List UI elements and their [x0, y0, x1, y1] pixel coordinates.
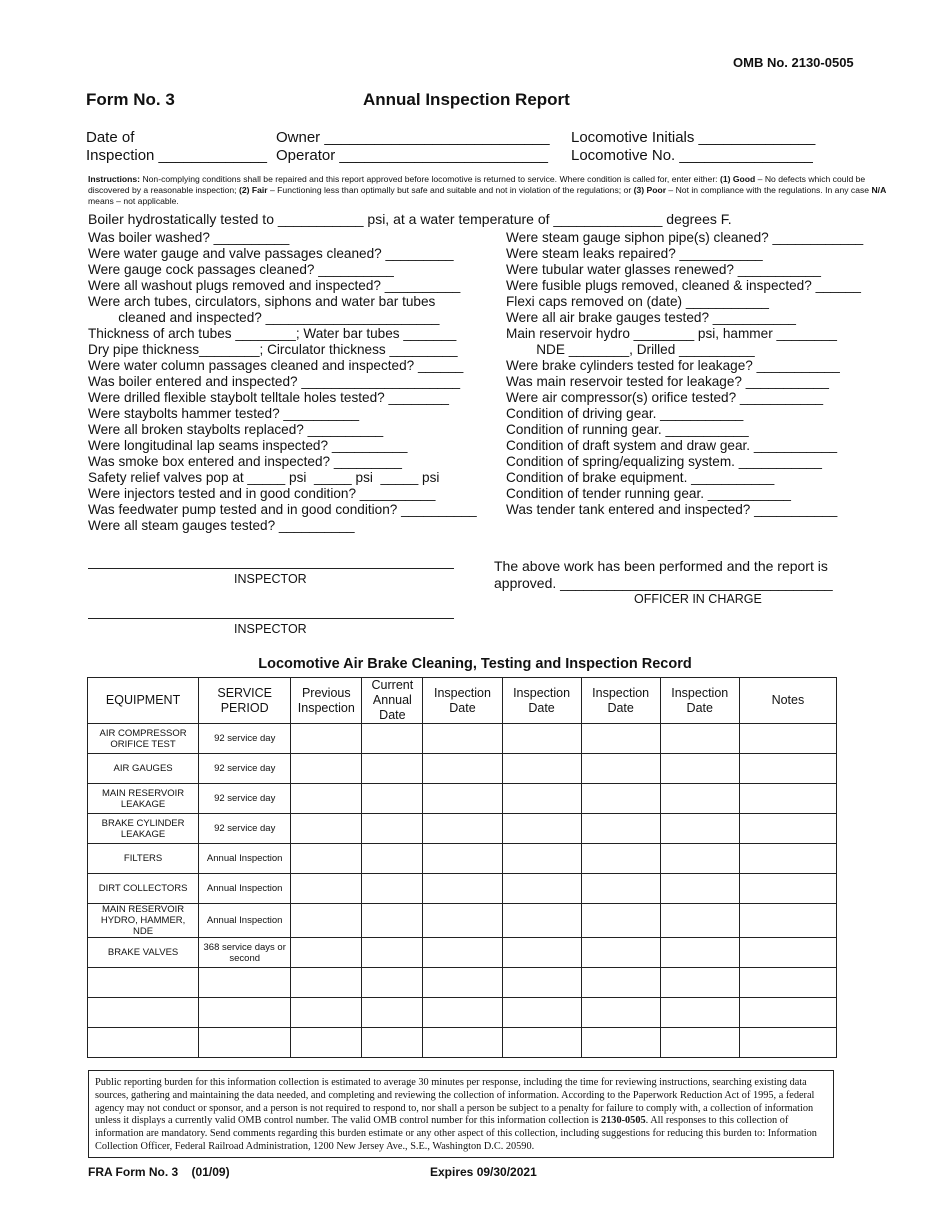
- checklist-item[interactable]: Were fusible plugs removed, cleaned & inspected? ______: [506, 278, 861, 293]
- date-cell[interactable]: [291, 754, 362, 784]
- table-row: [88, 724, 837, 754]
- date-cell[interactable]: [660, 844, 739, 874]
- checklist-item[interactable]: Was tender tank entered and inspected? ___________: [506, 502, 838, 517]
- equipment-cell: DIRT COLLECTORS: [88, 874, 199, 904]
- date-cell[interactable]: [660, 814, 739, 844]
- service-period-cell: Annual Inspection: [199, 874, 291, 904]
- checklist-item[interactable]: Were all air brake gauges tested? ___________: [506, 310, 796, 325]
- date-cell[interactable]: [362, 998, 423, 1028]
- checklist-item[interactable]: Was boiler washed? __________: [88, 230, 290, 245]
- burden-text-1: Public reporting burden for this information collection is estimated to average 30 minutes per response, including the time for reviewing instructions, searching existing data sources, gathering and maintaining the data needed, and completing and reviewing the collection of information. According to the Paperwork Reduction Act of 1995, a federal agency may not conduct or sponsor, and a person is not required to respond to, nor shall a person be subject to a penalty for failure to comply with, a collection of information unless it displays a currently valid OMB control number. The valid OMB control number for this information collection is: [95, 1077, 815, 1127]
- date-cell[interactable]: [502, 784, 581, 814]
- table-row: [88, 844, 837, 874]
- date-cell[interactable]: [581, 1028, 660, 1058]
- record-title: Locomotive Air Brake Cleaning, Testing and Inspection Record: [258, 656, 692, 672]
- table-row: [88, 784, 837, 814]
- date-cell[interactable]: [660, 998, 739, 1028]
- burden-statement: [88, 1070, 834, 1158]
- date-cell[interactable]: [660, 784, 739, 814]
- equipment-cell: BRAKE CYLINDER LEAKAGE: [88, 814, 199, 844]
- table-row: [88, 998, 837, 1028]
- date-cell[interactable]: [291, 938, 362, 968]
- instructions-label: Instructions:: [88, 174, 141, 184]
- instructions-text: Non-complying conditions shall be repaired and this report approved before locomotive is returned to service. Where condition is called for, enter either:: [142, 174, 720, 184]
- poor-text: – Not in compliance with the regulations. In any case: [666, 185, 872, 195]
- date-cell[interactable]: [362, 904, 423, 938]
- page-title: Annual Inspection Report: [363, 90, 570, 109]
- inspector-signature-line-1[interactable]: [88, 568, 454, 569]
- approval-statement: The above work has been performed and the report is: [494, 558, 828, 574]
- checklist-item[interactable]: Was main reservoir tested for leakage? ___________: [506, 374, 829, 389]
- checklist-item[interactable]: Were water gauge and valve passages cleaned? _________: [88, 246, 454, 261]
- checklist-item[interactable]: Were all broken staybolts replaced? __________: [88, 422, 384, 437]
- equipment-cell: [88, 998, 199, 1028]
- column-header: SERVICE PERIOD: [199, 678, 291, 724]
- checklist-item[interactable]: Safety relief valves pop at _____ psi _____ psi _____ psi: [88, 470, 440, 485]
- notes-cell[interactable]: [739, 754, 836, 784]
- service-period-cell: Annual Inspection: [199, 844, 291, 874]
- poor-label: (3) Poor: [633, 185, 667, 195]
- equipment-cell: BRAKE VALVES: [88, 938, 199, 968]
- date-cell[interactable]: [362, 754, 423, 784]
- fair-text: – Functioning less than optimally but safe and suitable and not in violation of the regulations; or: [267, 185, 634, 195]
- checklist-item[interactable]: Were water column passages cleaned and inspected? ______: [88, 358, 464, 373]
- date-cell[interactable]: [502, 938, 581, 968]
- owner-field[interactable]: Owner ___________________________: [276, 129, 550, 146]
- date-cell[interactable]: [291, 998, 362, 1028]
- inspection-date-field[interactable]: Inspection _____________: [86, 147, 267, 164]
- inspector-label-1: INSPECTOR: [234, 572, 307, 586]
- date-cell[interactable]: [502, 998, 581, 1028]
- date-cell[interactable]: [581, 814, 660, 844]
- checklist-item[interactable]: NDE ________, Drilled __________: [506, 342, 755, 357]
- right-checklist: [506, 230, 863, 518]
- date-cell[interactable]: [362, 814, 423, 844]
- column-header: Inspection Date: [423, 678, 502, 724]
- notes-cell[interactable]: [739, 998, 836, 1028]
- approval-signature-field[interactable]: approved. ___________________________________: [494, 575, 833, 591]
- date-cell[interactable]: [362, 724, 423, 754]
- checklist-item[interactable]: Were gauge cock passages cleaned? __________: [88, 262, 394, 277]
- checklist-item[interactable]: Were tubular water glasses renewed? ___________: [506, 262, 821, 277]
- inspector-signature-line-2[interactable]: [88, 618, 454, 619]
- service-period-cell: 92 service day: [199, 754, 291, 784]
- checklist-item[interactable]: Thickness of arch tubes ________; Water bar tubes _______: [88, 326, 457, 341]
- date-cell[interactable]: [423, 724, 502, 754]
- date-cell[interactable]: [291, 724, 362, 754]
- date-cell[interactable]: [502, 844, 581, 874]
- date-cell[interactable]: [291, 904, 362, 938]
- date-cell[interactable]: [291, 1028, 362, 1058]
- date-cell[interactable]: [660, 938, 739, 968]
- checklist-item[interactable]: Condition of running gear. ___________: [506, 422, 749, 437]
- date-cell[interactable]: [502, 874, 581, 904]
- date-cell[interactable]: [660, 874, 739, 904]
- checklist-item[interactable]: Condition of spring/equalizing system. ___________: [506, 454, 822, 469]
- equipment-cell: [88, 968, 199, 998]
- date-cell[interactable]: [423, 814, 502, 844]
- notes-cell[interactable]: [739, 814, 836, 844]
- burden-text-2: . All responses to this collection of information are mandatory. Send comments regarding this burden estimate or any other aspect of this collection, including suggestions for reducing this burden to: Information Collection Officer, Federal Railroad Administration, 1200 New Jersey Ave., S.E., Washington D.C. 20590.: [95, 1115, 817, 1152]
- table-row: [88, 938, 837, 968]
- column-header: Inspection Date: [660, 678, 739, 724]
- date-cell[interactable]: [502, 814, 581, 844]
- air-brake-record-table: [87, 677, 837, 1058]
- date-cell[interactable]: [581, 938, 660, 968]
- date-cell[interactable]: [423, 874, 502, 904]
- equipment-cell: FILTERS: [88, 844, 199, 874]
- checklist-item[interactable]: Flexi caps removed on (date) ___________: [506, 294, 769, 309]
- boiler-hydro-test-line[interactable]: Boiler hydrostatically tested to ___________ psi, at a water temperature of ______________ degrees F.: [88, 211, 732, 227]
- column-header: Inspection Date: [581, 678, 660, 724]
- service-period-cell: 92 service day: [199, 784, 291, 814]
- fair-label: (2) Fair: [238, 185, 268, 195]
- column-header: EQUIPMENT: [88, 678, 199, 724]
- table-header-row: [88, 678, 837, 724]
- checklist-item[interactable]: Condition of tender running gear. ___________: [506, 486, 791, 501]
- notes-cell[interactable]: [739, 724, 836, 754]
- checklist-item: Were arch tubes, circulators, siphons and water bar tubes: [88, 294, 436, 309]
- footer-form-number: FRA Form No. 3 (01/09): [88, 1165, 230, 1179]
- date-cell[interactable]: [423, 784, 502, 814]
- good-label: (1) Good: [719, 174, 756, 184]
- date-cell[interactable]: [362, 938, 423, 968]
- checklist-item[interactable]: Was smoke box entered and inspected? _________: [88, 454, 402, 469]
- date-cell[interactable]: [660, 754, 739, 784]
- notes-cell[interactable]: [739, 844, 836, 874]
- date-cell[interactable]: [291, 814, 362, 844]
- date-cell[interactable]: [423, 968, 502, 998]
- date-cell[interactable]: [581, 998, 660, 1028]
- date-cell[interactable]: [502, 968, 581, 998]
- checklist-item[interactable]: Condition of brake equipment. ___________: [506, 470, 775, 485]
- date-cell[interactable]: [581, 968, 660, 998]
- date-cell[interactable]: [291, 874, 362, 904]
- checklist-item[interactable]: Was feedwater pump tested and in good condition? __________: [88, 502, 477, 517]
- locomotive-number-field[interactable]: Locomotive No. ________________: [571, 147, 813, 164]
- notes-cell[interactable]: [739, 968, 836, 998]
- date-cell[interactable]: [423, 844, 502, 874]
- notes-cell[interactable]: [739, 784, 836, 814]
- service-period-cell: [199, 1028, 291, 1058]
- checklist-item[interactable]: cleaned and inspected? _______________________: [88, 310, 440, 325]
- date-cell[interactable]: [423, 754, 502, 784]
- equipment-cell: MAIN RESERVOIR LEAKAGE: [88, 784, 199, 814]
- column-header: Notes: [739, 678, 836, 724]
- date-cell[interactable]: [502, 754, 581, 784]
- left-checklist: [88, 230, 477, 534]
- checklist-item[interactable]: Were longitudinal lap seams inspected? __________: [88, 438, 408, 453]
- checklist-item[interactable]: Were injectors tested and in good condition? __________: [88, 486, 436, 501]
- date-cell[interactable]: [362, 1028, 423, 1058]
- date-cell[interactable]: [502, 1028, 581, 1058]
- table-row: [88, 814, 837, 844]
- date-cell[interactable]: [581, 904, 660, 938]
- date-cell[interactable]: [581, 724, 660, 754]
- inspector-label-2: INSPECTOR: [234, 622, 307, 636]
- date-cell[interactable]: [362, 874, 423, 904]
- checklist-item[interactable]: Were steam gauge siphon pipe(s) cleaned? ____________: [506, 230, 864, 245]
- date-cell[interactable]: [423, 998, 502, 1028]
- table-row: [88, 874, 837, 904]
- column-header: Previous Inspection: [291, 678, 362, 724]
- checklist-item[interactable]: Were all washout plugs removed and inspected? __________: [88, 278, 461, 293]
- na-text: means – not applicable.: [88, 196, 179, 206]
- date-of-label: Date of: [86, 129, 135, 146]
- checklist-item[interactable]: Dry pipe thickness________; Circulator thickness _________: [88, 342, 458, 357]
- date-cell[interactable]: [423, 938, 502, 968]
- officer-in-charge-label: OFFICER IN CHARGE: [634, 592, 762, 606]
- footer-expires: Expires 09/30/2021: [430, 1165, 537, 1179]
- checklist-item[interactable]: Main reservoir hydro ________ psi, hammer ________: [506, 326, 837, 341]
- service-period-cell: [199, 968, 291, 998]
- column-header: Inspection Date: [502, 678, 581, 724]
- date-cell[interactable]: [291, 968, 362, 998]
- burden-omb-number: 2130-0505: [601, 1115, 646, 1127]
- date-cell[interactable]: [291, 844, 362, 874]
- table-row: [88, 968, 837, 998]
- service-period-cell: 92 service day: [199, 724, 291, 754]
- notes-cell[interactable]: [739, 938, 836, 968]
- equipment-cell: AIR COMPRESSOR ORIFICE TEST: [88, 724, 199, 754]
- date-cell[interactable]: [660, 1028, 739, 1058]
- omb-number: OMB No. 2130-0505: [733, 55, 854, 70]
- checklist-item[interactable]: Condition of driving gear. ___________: [506, 406, 744, 421]
- date-cell[interactable]: [581, 784, 660, 814]
- date-cell[interactable]: [581, 874, 660, 904]
- date-cell[interactable]: [660, 724, 739, 754]
- date-cell[interactable]: [502, 904, 581, 938]
- service-period-cell: 92 service day: [199, 814, 291, 844]
- checklist-item[interactable]: Were staybolts hammer tested? __________: [88, 406, 360, 421]
- checklist-item[interactable]: Were brake cylinders tested for leakage? ___________: [506, 358, 840, 373]
- equipment-cell: MAIN RESERVOIR HYDRO, HAMMER, NDE: [88, 904, 199, 938]
- good-text: – No defects which could be discovered by a reasonable inspection;: [88, 174, 866, 195]
- checklist-item[interactable]: Were air compressor(s) orifice tested? ___________: [506, 390, 824, 405]
- table-row: [88, 1028, 837, 1058]
- form-number: Form No. 3: [86, 90, 175, 109]
- date-cell[interactable]: [660, 904, 739, 938]
- equipment-cell: [88, 1028, 199, 1058]
- checklist-item[interactable]: Was boiler entered and inspected? _____________________: [88, 374, 461, 389]
- equipment-cell: AIR GAUGES: [88, 754, 199, 784]
- service-period-cell: Annual Inspection: [199, 904, 291, 938]
- date-cell[interactable]: [581, 844, 660, 874]
- operator-field[interactable]: Operator _________________________: [276, 147, 548, 164]
- column-header: Current Annual Date: [362, 678, 423, 724]
- instructions: [88, 174, 893, 207]
- table-row: [88, 754, 837, 784]
- notes-cell[interactable]: [739, 1028, 836, 1058]
- locomotive-initials-field[interactable]: Locomotive Initials ______________: [571, 129, 816, 146]
- checklist-item[interactable]: Were steam leaks repaired? ___________: [506, 246, 763, 261]
- date-cell[interactable]: [362, 784, 423, 814]
- service-period-cell: [199, 998, 291, 1028]
- date-cell[interactable]: [291, 784, 362, 814]
- checklist-item[interactable]: Were all steam gauges tested? __________: [88, 518, 355, 533]
- date-cell[interactable]: [362, 968, 423, 998]
- notes-cell[interactable]: [739, 874, 836, 904]
- date-cell[interactable]: [581, 754, 660, 784]
- na-label: N/A: [871, 185, 887, 195]
- notes-cell[interactable]: [739, 904, 836, 938]
- checklist-item[interactable]: Condition of draft system and draw gear. ___________: [506, 438, 838, 453]
- table-row: [88, 904, 837, 938]
- date-cell[interactable]: [423, 1028, 502, 1058]
- date-cell[interactable]: [423, 904, 502, 938]
- date-cell[interactable]: [362, 844, 423, 874]
- date-cell[interactable]: [502, 724, 581, 754]
- service-period-cell: 368 service days or second: [199, 938, 291, 968]
- date-cell[interactable]: [660, 968, 739, 998]
- checklist-item[interactable]: Were drilled flexible staybolt telltale holes tested? ________: [88, 390, 449, 405]
